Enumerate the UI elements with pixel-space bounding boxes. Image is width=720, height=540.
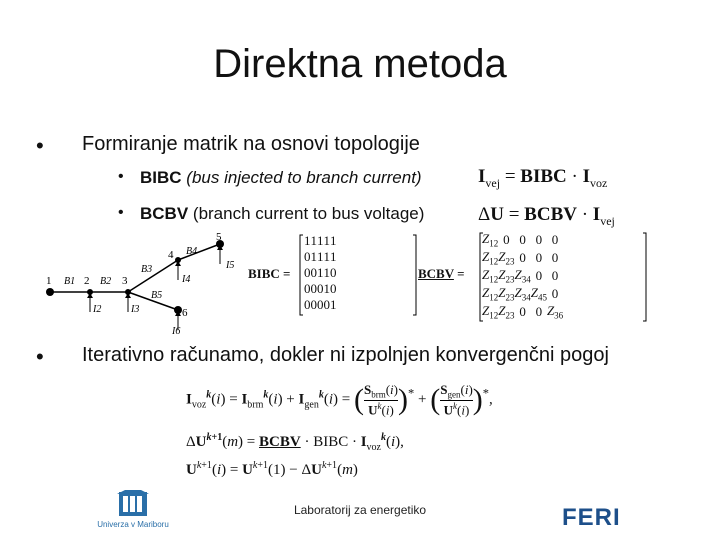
matrix-cell: 0 <box>330 265 337 280</box>
matrix-cell: 0 <box>304 297 311 312</box>
matrix-cell: 1 <box>317 233 324 248</box>
matrix-cell: $Z_{23}$ <box>498 303 515 321</box>
iter-equation-3: $U^{k+1}(i) = U^{k+1}(1) - \Delta U^{k+1}(m)$ <box>186 460 358 478</box>
slide-title: Direktna metoda <box>213 42 507 86</box>
matrix-cell: $Z_{23}$ <box>498 249 515 267</box>
current-label: I2 <box>93 304 102 315</box>
matrix-cell: $Z_{23}$ <box>498 285 515 303</box>
node-label: 3 <box>122 275 128 287</box>
feri-logo: FERI <box>562 504 621 531</box>
matrix-cell: 0 <box>519 250 526 265</box>
matrix-cell: 0 <box>551 232 559 247</box>
current-label: I6 <box>172 326 181 337</box>
matrix-cell: $Z_{36}$ <box>546 303 564 321</box>
branch-label: B2 <box>100 276 112 287</box>
matrix-cell: 0 <box>551 286 559 301</box>
bcbv-term: BCBV <box>140 204 189 223</box>
matrix-cell: $Z_{12}$ <box>482 249 499 267</box>
matrix-cell: 0 <box>304 281 311 296</box>
university-logo-text: Univerza v Mariboru <box>97 520 169 529</box>
matrix-cell: 0 <box>310 281 317 296</box>
bcbv-matrix-label: BCBV = <box>418 266 465 281</box>
matrix-cell: $Z_{12}$ <box>482 303 499 321</box>
bibc-table <box>304 233 337 313</box>
branch-label: B1 <box>64 276 76 287</box>
matrix-cell: 0 <box>535 232 543 247</box>
bcbv-table <box>482 231 563 321</box>
iter-equation-1: $I_{voz}^k(i) = I_{brm}^k(i) + I_{gen}^k(i)$ = ( $S_{brm}(i)$ $U^k(i)$ )* + ( $S_{gen}(i)$ $U^k(i)$ )*, <box>186 382 493 417</box>
network-diagram <box>38 232 248 337</box>
node-1 <box>46 288 54 296</box>
matrix-cell: $Z_{34}$ <box>514 267 531 285</box>
matrix-cell: 1 <box>317 249 324 264</box>
bibc-description: (bus injected to branch current) <box>186 168 422 187</box>
matrix-cell: 0 <box>551 250 559 265</box>
equation-deltau: ΔU = BCBV · $I_{vej}$ <box>478 204 615 228</box>
matrix-cell: 0 <box>503 232 510 247</box>
matrix-cell: 0 <box>304 249 311 264</box>
branch-label: B4 <box>186 246 198 257</box>
node-label: 6 <box>182 307 188 319</box>
node-label: 2 <box>84 275 90 287</box>
branch-label: B3 <box>141 264 153 275</box>
matrix-cell: 0 <box>304 265 311 280</box>
matrix-cell: 0 <box>317 281 324 296</box>
matrix-cell: $Z_{34}$ <box>514 285 531 303</box>
bibc-matrix-label: BIBC = <box>248 266 291 281</box>
matrix-cell: 0 <box>519 232 526 247</box>
bullet-dot: • <box>36 344 44 369</box>
matrix-cell: 0 <box>535 304 543 319</box>
sub-bullet-bcbv <box>140 204 424 224</box>
matrix-cell: 1 <box>323 249 330 264</box>
branch-label: B5 <box>151 290 163 301</box>
matrix-cell: 0 <box>535 250 543 265</box>
matrix-cell: 1 <box>310 233 317 248</box>
matrix-cell: 0 <box>323 297 330 312</box>
matrix-cell: 0 <box>310 265 317 280</box>
matrix-cell: 1 <box>323 265 330 280</box>
matrix-cell: $Z_{45}$ <box>530 285 547 303</box>
node-label: 4 <box>168 249 174 261</box>
current-label: I4 <box>182 274 191 285</box>
matrix-cell: 0 <box>551 268 559 283</box>
matrix-cell: $Z_{23}$ <box>498 267 515 285</box>
matrix-cell: 1 <box>304 233 311 248</box>
bibc-term: BIBC <box>140 168 182 187</box>
matrix-cell: 1 <box>330 297 337 312</box>
matrix-cell: 1 <box>330 249 337 264</box>
matrix-cell: 1 <box>323 233 330 248</box>
matrix-cell: 0 <box>330 281 337 296</box>
footer-text: Laboratorij za energetiko <box>293 503 427 517</box>
matrix-cell: 1 <box>323 281 330 296</box>
bullet-topology: Formiranje matrik na osnovi topologije <box>82 133 420 155</box>
matrix-cell: 0 <box>519 304 526 319</box>
equation-ivej: $I_{vej}$ = BIBC · $I_{voz}$ <box>478 166 608 190</box>
bcbv-description: (branch current to bus voltage) <box>192 204 425 223</box>
matrix-cell: 1 <box>317 265 324 280</box>
matrix-cell: $Z_{12}$ <box>482 231 499 249</box>
node-label: 5 <box>216 232 222 243</box>
matrix-cell: $Z_{12}$ <box>482 285 499 303</box>
current-label: I5 <box>226 260 235 271</box>
current-label: I3 <box>131 304 140 315</box>
matrix-cell: 1 <box>310 249 317 264</box>
sub-bullet-dot: • <box>118 204 124 221</box>
matrix-cell: $Z_{12}$ <box>482 267 499 285</box>
sub-bullet-dot: • <box>118 168 124 185</box>
node-label: 1 <box>46 275 52 287</box>
university-logo <box>93 490 173 534</box>
iter-equation-2: $\Delta U^{k+1}(m)$ = BCBV · BIBC · $I_{voz}^k(i)$, <box>186 432 404 453</box>
bullet-dot: • <box>36 133 44 158</box>
sub-bullet-bibc <box>140 168 422 188</box>
matrix-cell: 1 <box>330 233 337 248</box>
matrix-cell: 0 <box>535 268 543 283</box>
matrix-cell: 0 <box>310 297 317 312</box>
bullet-iterative: Iterativno računamo, dokler ni izpolnjen konvergenčni pogoj <box>82 344 609 366</box>
matrix-cell: 0 <box>317 297 324 312</box>
